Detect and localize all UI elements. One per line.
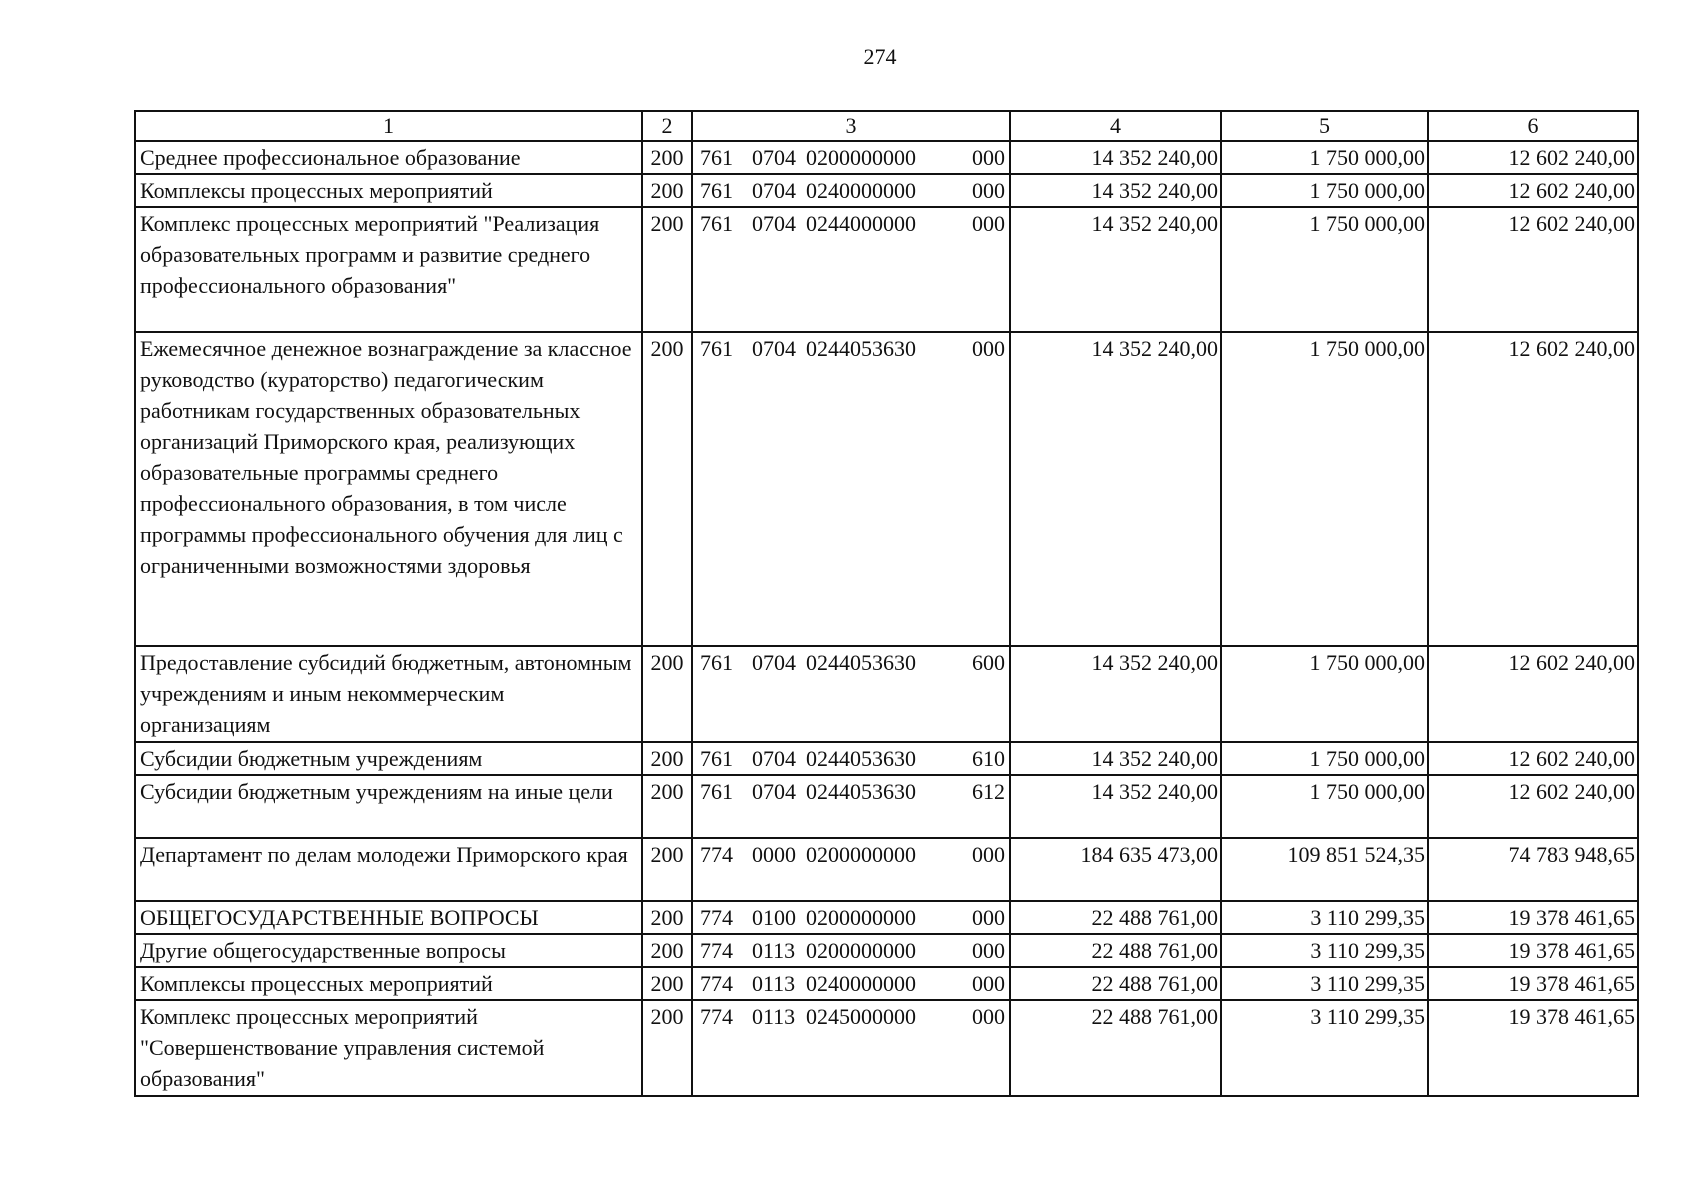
section-code: 0704 <box>752 650 796 675</box>
row-name-cell: Департамент по делам молодежи Приморского края <box>135 838 642 901</box>
amount-remaining-cell: 12 602 240,00 <box>1428 742 1638 775</box>
expense-type-code: 000 <box>972 336 1005 361</box>
department-code: 761 <box>700 336 733 361</box>
amount-executed-cell: 1 750 000,00 <box>1221 742 1428 775</box>
amount-executed-cell: 3 110 299,35 <box>1221 1000 1428 1096</box>
table-row <box>135 332 1638 646</box>
table-row <box>135 901 1638 934</box>
row-name-cell: Ежемесячное денежное вознаграждение за классное руководство (кураторство) педагогическим работникам государственных образовательных организаций Приморского края, реализующих образовательные программы среднего профессионального образования, в том числе программы профессионального обучения для лиц с ограниченными возможностями здоровья <box>135 332 642 646</box>
column-header: 2 <box>642 111 692 141</box>
code-200-cell: 200 <box>642 141 692 174</box>
section-code: 0704 <box>752 746 796 771</box>
amount-approved-cell: 22 488 761,00 <box>1010 967 1221 1000</box>
code-200-cell: 200 <box>642 1000 692 1096</box>
expense-type-code: 000 <box>972 938 1005 963</box>
target-article-code: 0245000000 <box>806 1004 916 1029</box>
amount-executed-cell: 1 750 000,00 <box>1221 646 1428 742</box>
row-name-cell: Комплексы процессных мероприятий <box>135 174 642 207</box>
section-code: 0113 <box>752 1004 796 1029</box>
target-article-code: 0244053630 <box>806 336 916 361</box>
expense-type-code: 612 <box>972 779 1005 804</box>
amount-executed-cell: 1 750 000,00 <box>1221 332 1428 646</box>
amount-approved-cell: 22 488 761,00 <box>1010 1000 1221 1096</box>
table-row <box>135 207 1638 332</box>
expense-type-code: 000 <box>972 145 1005 170</box>
column-header: 5 <box>1221 111 1428 141</box>
table-row <box>135 967 1638 1000</box>
amount-approved-cell: 14 352 240,00 <box>1010 775 1221 838</box>
row-name-cell: Субсидии бюджетным учреждениям на иные цели <box>135 775 642 838</box>
amount-remaining-cell: 19 378 461,65 <box>1428 901 1638 934</box>
classification-codes <box>693 776 1009 807</box>
classification-code-cell <box>692 934 1010 967</box>
amount-executed-cell: 1 750 000,00 <box>1221 207 1428 332</box>
department-code: 761 <box>700 779 733 804</box>
department-code: 774 <box>700 1004 733 1029</box>
code-200-cell: 200 <box>642 775 692 838</box>
section-code: 0704 <box>752 211 796 236</box>
classification-codes <box>693 333 1009 364</box>
budget-table <box>134 110 1639 1097</box>
amount-executed-cell: 1 750 000,00 <box>1221 775 1428 838</box>
target-article-code: 0200000000 <box>806 842 916 867</box>
amount-approved-cell: 14 352 240,00 <box>1010 141 1221 174</box>
code-200-cell: 200 <box>642 742 692 775</box>
amount-approved-cell: 14 352 240,00 <box>1010 646 1221 742</box>
classification-code-cell <box>692 838 1010 901</box>
target-article-code: 0244053630 <box>806 746 916 771</box>
amount-remaining-cell: 19 378 461,65 <box>1428 934 1638 967</box>
classification-codes <box>693 647 1009 678</box>
code-200-cell: 200 <box>642 901 692 934</box>
department-code: 774 <box>700 905 733 930</box>
column-header: 3 <box>692 111 1010 141</box>
code-200-cell: 200 <box>642 174 692 207</box>
expense-type-code: 000 <box>972 905 1005 930</box>
row-name-cell: Субсидии бюджетным учреждениям <box>135 742 642 775</box>
row-name-cell: Комплексы процессных мероприятий <box>135 967 642 1000</box>
classification-codes <box>693 902 1009 933</box>
row-name-cell: ОБЩЕГОСУДАРСТВЕННЫЕ ВОПРОСЫ <box>135 901 642 934</box>
target-article-code: 0244053630 <box>806 779 916 804</box>
classification-codes <box>693 968 1009 999</box>
section-code: 0100 <box>752 905 796 930</box>
amount-remaining-cell: 74 783 948,65 <box>1428 838 1638 901</box>
expense-type-code: 000 <box>972 971 1005 996</box>
amount-remaining-cell: 12 602 240,00 <box>1428 207 1638 332</box>
amount-remaining-cell: 12 602 240,00 <box>1428 174 1638 207</box>
amount-executed-cell: 1 750 000,00 <box>1221 174 1428 207</box>
classification-code-cell <box>692 174 1010 207</box>
classification-codes <box>693 839 1009 870</box>
classification-codes <box>693 175 1009 206</box>
amount-remaining-cell: 12 602 240,00 <box>1428 646 1638 742</box>
classification-code-cell <box>692 332 1010 646</box>
classification-code-cell <box>692 646 1010 742</box>
table-row <box>135 141 1638 174</box>
table-row <box>135 646 1638 742</box>
code-200-cell: 200 <box>642 207 692 332</box>
section-code: 0704 <box>752 779 796 804</box>
page-number: 274 <box>863 44 897 69</box>
table-row <box>135 742 1638 775</box>
row-name-cell: Предоставление субсидий бюджетным, автономным учреждениям и иным некоммерческим организациям <box>135 646 642 742</box>
column-header: 6 <box>1428 111 1638 141</box>
amount-executed-cell: 109 851 524,35 <box>1221 838 1428 901</box>
amount-executed-cell: 3 110 299,35 <box>1221 901 1428 934</box>
department-code: 774 <box>700 971 733 996</box>
expense-type-code: 610 <box>972 746 1005 771</box>
classification-codes <box>693 208 1009 239</box>
code-200-cell: 200 <box>642 646 692 742</box>
classification-code-cell <box>692 1000 1010 1096</box>
section-code: 0704 <box>752 178 796 203</box>
amount-approved-cell: 184 635 473,00 <box>1010 838 1221 901</box>
department-code: 761 <box>700 211 733 236</box>
expense-type-code: 600 <box>972 650 1005 675</box>
code-200-cell: 200 <box>642 838 692 901</box>
amount-approved-cell: 14 352 240,00 <box>1010 174 1221 207</box>
section-code: 0113 <box>752 971 796 996</box>
target-article-code: 0200000000 <box>806 145 916 170</box>
row-name-cell: Комплекс процессных мероприятий "Совершенствование управления системой образования" <box>135 1000 642 1096</box>
amount-approved-cell: 22 488 761,00 <box>1010 934 1221 967</box>
classification-code-cell <box>692 141 1010 174</box>
row-name-cell: Комплекс процессных мероприятий "Реализация образовательных программ и развитие среднего профессионального образования" <box>135 207 642 332</box>
amount-remaining-cell: 12 602 240,00 <box>1428 332 1638 646</box>
row-name-cell: Другие общегосударственные вопросы <box>135 934 642 967</box>
department-code: 761 <box>700 650 733 675</box>
table-row <box>135 838 1638 901</box>
classification-codes <box>693 743 1009 774</box>
amount-approved-cell: 14 352 240,00 <box>1010 742 1221 775</box>
column-header: 4 <box>1010 111 1221 141</box>
amount-remaining-cell: 12 602 240,00 <box>1428 775 1638 838</box>
section-code: 0704 <box>752 145 796 170</box>
target-article-code: 0200000000 <box>806 905 916 930</box>
expense-type-code: 000 <box>972 178 1005 203</box>
amount-approved-cell: 14 352 240,00 <box>1010 332 1221 646</box>
table-row <box>135 1000 1638 1096</box>
table-row <box>135 174 1638 207</box>
section-code: 0000 <box>752 842 796 867</box>
code-200-cell: 200 <box>642 934 692 967</box>
classification-code-cell <box>692 967 1010 1000</box>
expense-type-code: 000 <box>972 842 1005 867</box>
classification-codes <box>693 142 1009 173</box>
table-header-row <box>135 111 1638 141</box>
department-code: 761 <box>700 145 733 170</box>
row-name-cell: Среднее профессиональное образование <box>135 141 642 174</box>
code-200-cell: 200 <box>642 332 692 646</box>
amount-approved-cell: 22 488 761,00 <box>1010 901 1221 934</box>
target-article-code: 0200000000 <box>806 938 916 963</box>
column-header: 1 <box>135 111 642 141</box>
target-article-code: 0240000000 <box>806 178 916 203</box>
classification-code-cell <box>692 207 1010 332</box>
department-code: 761 <box>700 746 733 771</box>
department-code: 761 <box>700 178 733 203</box>
classification-codes <box>693 1001 1009 1032</box>
expense-type-code: 000 <box>972 211 1005 236</box>
table-row <box>135 934 1638 967</box>
target-article-code: 0244053630 <box>806 650 916 675</box>
classification-code-cell <box>692 742 1010 775</box>
expense-type-code: 000 <box>972 1004 1005 1029</box>
amount-remaining-cell: 19 378 461,65 <box>1428 967 1638 1000</box>
amount-remaining-cell: 12 602 240,00 <box>1428 141 1638 174</box>
classification-code-cell <box>692 901 1010 934</box>
section-code: 0113 <box>752 938 796 963</box>
table-row <box>135 775 1638 838</box>
section-code: 0704 <box>752 336 796 361</box>
department-code: 774 <box>700 938 733 963</box>
target-article-code: 0244000000 <box>806 211 916 236</box>
classification-code-cell <box>692 775 1010 838</box>
amount-remaining-cell: 19 378 461,65 <box>1428 1000 1638 1096</box>
amount-approved-cell: 14 352 240,00 <box>1010 207 1221 332</box>
classification-codes <box>693 935 1009 966</box>
department-code: 774 <box>700 842 733 867</box>
amount-executed-cell: 3 110 299,35 <box>1221 967 1428 1000</box>
amount-executed-cell: 1 750 000,00 <box>1221 141 1428 174</box>
target-article-code: 0240000000 <box>806 971 916 996</box>
amount-executed-cell: 3 110 299,35 <box>1221 934 1428 967</box>
code-200-cell: 200 <box>642 967 692 1000</box>
